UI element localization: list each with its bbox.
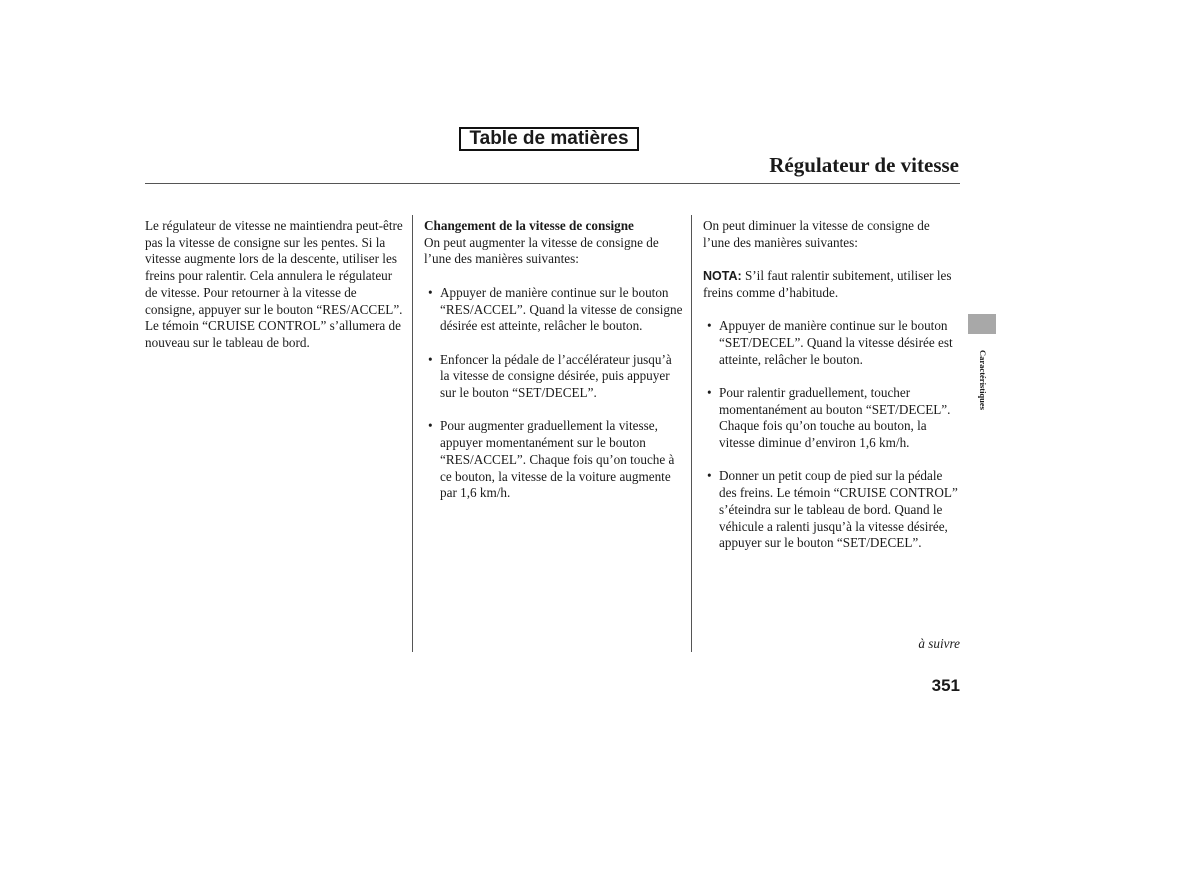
column-1 [145, 218, 403, 368]
list-item-text: Pour augmenter graduellement la vitesse, appuyer momentanément sur le bouton “RES/ACCEL”. Chaque fois qu’on touche à ce bouton, la vitesse de la voiture augmente par 1,6 km/h. [440, 418, 675, 501]
bullet-icon: • [428, 284, 433, 300]
page-number: 351 [931, 676, 960, 695]
section-tab-label: Caractéristiques [978, 350, 988, 410]
bullet-icon: • [428, 418, 433, 434]
decrease-methods-list [703, 318, 960, 552]
decrease-intro: On peut diminuer la vitesse de consigne de l’une des manières suivantes: [703, 218, 930, 250]
list-item-text: Pour ralentir graduellement, toucher momentanément au bouton “SET/DECEL”. Chaque fois qu’on touche au bouton, la vitesse diminue d’environ 1,6 km/h. [719, 384, 951, 451]
section-tab [968, 314, 996, 334]
list-item [703, 385, 960, 452]
list-item-text: Appuyer de manière continue sur le bouton “SET/DECEL”. Quand la vitesse désirée est atteinte, relâcher le bouton. [719, 318, 953, 367]
header-divider [145, 183, 960, 184]
list-item [424, 352, 684, 402]
note-text: S’il faut ralentir subitement, utiliser les freins comme d’habitude. [703, 268, 952, 300]
note [703, 268, 960, 301]
bullet-icon: • [428, 351, 433, 367]
column-3 [703, 218, 960, 569]
increase-methods-list [424, 285, 684, 502]
list-item [703, 318, 960, 368]
list-item-text: Enfoncer la pédale de l’accélérateur jusqu’à la vitesse de consigne désirée, puis appuyer sur le bouton “SET/DECEL”. [440, 351, 672, 400]
list-item [703, 468, 960, 552]
bullet-icon: • [707, 384, 712, 400]
bullet-icon: • [707, 318, 712, 334]
section-heading: Changement de la vitesse de consigne [424, 218, 634, 233]
list-item-text: Donner un petit coup de pied sur la pédale des freins. Le témoin “CRUISE CONTROL” s’éteindra sur le tableau de bord. Quand le véhicule a ralenti jusqu’à la vitesse désirée, appuyer sur le bouton “SET/DECEL”. [719, 468, 958, 551]
table-of-contents-button[interactable]: Table de matières [459, 127, 639, 151]
list-item [424, 285, 684, 335]
increase-intro: On peut augmenter la vitesse de consigne de l’une des manières suivantes: [424, 234, 659, 267]
list-item [424, 418, 684, 502]
column-divider-right [691, 215, 692, 652]
column-divider-left [412, 215, 413, 652]
page-title: Régulateur de vitesse [769, 153, 959, 177]
continued-label: à suivre [918, 636, 960, 651]
note-label: NOTA: [703, 269, 742, 284]
column-2 [424, 218, 684, 519]
list-item-text: Appuyer de manière continue sur le bouton “RES/ACCEL”. Quand la vitesse de consigne désirée est atteinte, relâcher le bouton. [440, 284, 683, 334]
intro-paragraph: Le régulateur de vitesse ne maintiendra peut-être pas la vitesse de consigne sur les pentes. Si la vitesse augmente lors de la descente, utiliser les freins pour ralentir. Cela annulera le régulateur de vitesse. Pour retourner à la vitesse de consigne, appuyer sur le bouton “RES/ACCEL”. Le témoin “CRUISE CONTROL” s’allumera de nouveau sur le tableau de bord. [145, 218, 403, 350]
bullet-icon: • [707, 468, 712, 484]
